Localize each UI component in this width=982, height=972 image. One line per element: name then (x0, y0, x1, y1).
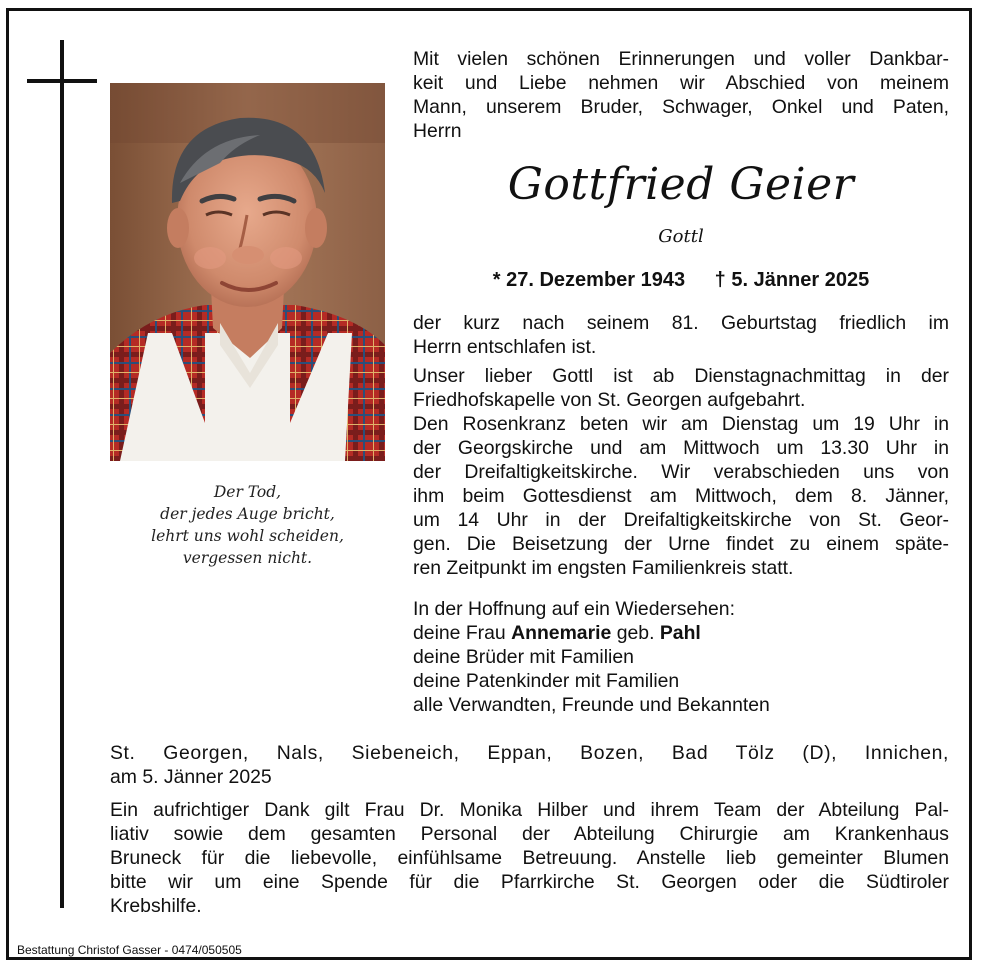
quote-line: vergessen nicht. (182, 549, 313, 567)
places-and-date (110, 741, 949, 789)
death-note-line: der kurz nach seinem 81. Geburtstag friedlich im (413, 312, 949, 334)
mourner-line: alle Verwandten, Freunde und Bekannten (413, 694, 770, 716)
life-dates (413, 265, 949, 295)
wife-mid: geb. (616, 622, 655, 644)
funeral-home-credit: Bestattung Christof Gasser - 0474/050505 (17, 943, 242, 957)
funeral-line: der Georgskirche und am Mittwoch um 13.30 Uhr in (413, 437, 949, 459)
thanks-line: Krebshilfe. (110, 895, 202, 917)
cross-icon (60, 40, 64, 908)
funeral-line: gen. Die Beisetzung der Urne findet zu einem späte- (413, 533, 949, 555)
portrait-photo (110, 83, 385, 461)
funeral-line: ihm beim Gottesdienst am Mittwoch, dem 8. Jänner, (413, 485, 949, 507)
funeral-line: Den Rosenkranz beten wir am Dienstag um 19 Uhr in (413, 413, 949, 435)
funeral-line: um 14 Uhr in der Dreifaltigkeitskirche von St. Geor- (413, 509, 949, 531)
mourners-list (413, 597, 949, 717)
thanks-line: Bruneck für die liebevolle, einfühlsame Betreuung. Anstelle lieb gemeinter Blumen (110, 847, 949, 869)
funeral-line: Unser lieber Gottl ist ab Dienstagnachmittag in der (413, 365, 949, 387)
death-note-line: Herrn entschlafen ist. (413, 336, 597, 358)
quote-line: Der Tod, (213, 483, 282, 501)
wife-prefix: deine Frau (413, 622, 506, 644)
deceased-name: Gottfried Geier (507, 159, 855, 210)
intro-line: Herrn (413, 120, 462, 142)
cross-icon-bar (27, 79, 97, 83)
thanks-line: bitte wir um eine Spende für die Pfarrkirche St. Georgen oder die Südtiroler (110, 871, 949, 893)
death-note-paragraph (413, 311, 949, 359)
death-date: † 5. Jänner 2025 (714, 269, 870, 291)
date-line: am 5. Jänner 2025 (110, 766, 272, 788)
thanks-line: Ein aufrichtiger Dank gilt Frau Dr. Monika Hilber und ihrem Team der Abteilung Pal- (110, 799, 949, 821)
funeral-paragraph (413, 364, 949, 580)
intro-paragraph (413, 47, 949, 143)
quote-line: lehrt uns wohl scheiden, (151, 527, 344, 545)
thanks-line: liativ sowie dem gesamten Personal der Abteilung Chirurgie am Krankenhaus (110, 823, 949, 845)
funeral-line: der Dreifaltigkeitskirche. Wir verabschieden uns von (413, 461, 949, 483)
deceased-nickname: Gottl (658, 226, 704, 247)
wife-name: Annemarie (511, 622, 612, 644)
funeral-line: Friedhofskapelle von St. Georgen aufgebahrt. (413, 389, 806, 411)
intro-line: Mann, unserem Bruder, Schwager, Onkel und Paten, (413, 96, 949, 118)
intro-line: Mit vielen schönen Erinnerungen und voller Dankbar- (413, 48, 949, 70)
birth-date: * 27. Dezember 1943 (492, 269, 686, 291)
mourner-line: deine Patenkinder mit Familien (413, 670, 680, 692)
mourner-line: deine Brüder mit Familien (413, 646, 634, 668)
quote-line: der jedes Auge bricht, (160, 505, 335, 523)
places-line: St. Georgen, Nals, Siebeneich, Eppan, Bozen, Bad Tölz (D), Innichen, (110, 742, 949, 764)
memorial-quote (110, 481, 385, 569)
thanks-paragraph (110, 798, 949, 918)
mourner-wife (413, 621, 949, 645)
funeral-line: ren Zeitpunkt im engsten Familienkreis statt. (413, 557, 794, 579)
mourners-intro: In der Hoffnung auf ein Wiedersehen: (413, 598, 735, 620)
wife-maiden-name: Pahl (659, 622, 701, 644)
intro-line: keit und Liebe nehmen wir Abschied von meinem (413, 72, 949, 94)
